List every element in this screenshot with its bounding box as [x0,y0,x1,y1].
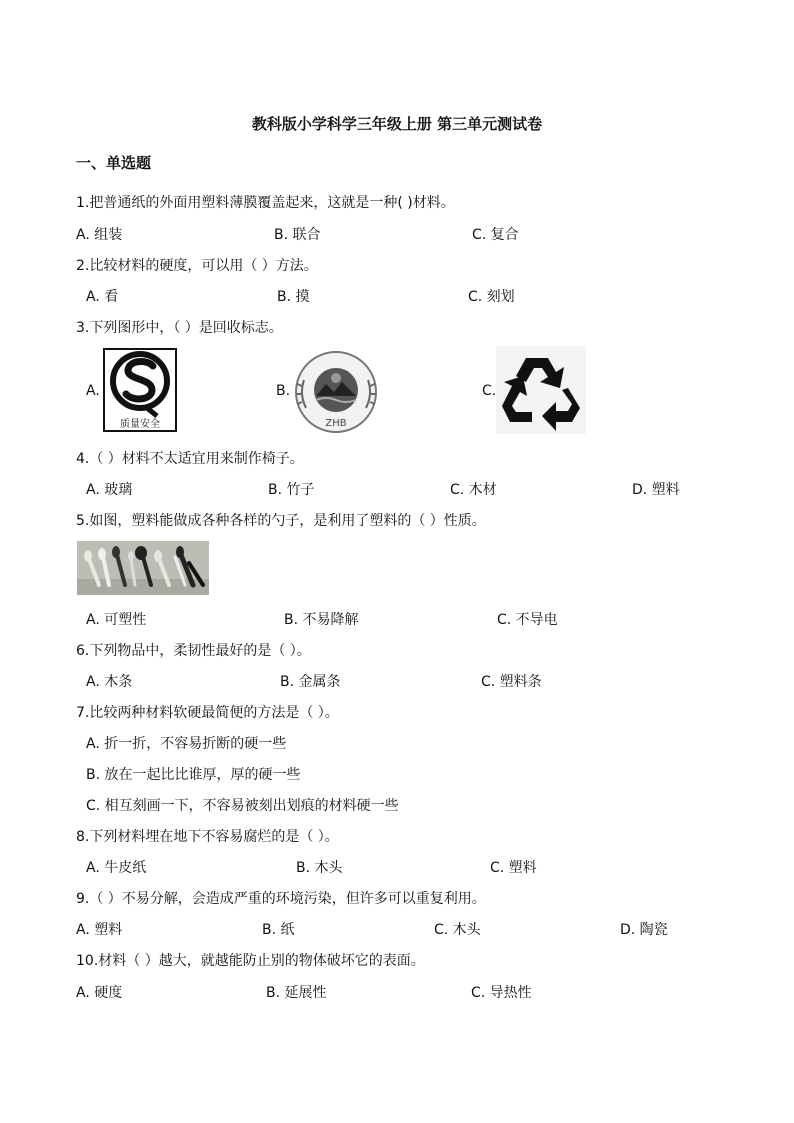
svg-text:质量安全: 质量安全 [120,419,160,430]
question-4: 4.（ ）材料不太适宜用来制作椅子。 [76,451,304,467]
q4-option-b[interactable]: B. 竹子 [268,482,315,498]
q7-option-c[interactable]: C. 相互刻画一下，不容易被刻出划痕的材料硬一些 [86,798,399,814]
question-10: 10.材料（ ）越大，就越能防止别的物体破坏它的表面。 [76,953,425,969]
q7-option-b[interactable]: B. 放在一起比比谁厚，厚的硬一些 [86,767,301,783]
q3-option-a-label[interactable]: A. [86,383,100,399]
q8-option-b[interactable]: B. 木头 [296,860,343,876]
q3-option-c-label[interactable]: C. [482,383,497,399]
q9-option-a[interactable]: A. 塑料 [76,922,123,938]
q1-option-a[interactable]: A. 组装 [76,227,123,243]
question-5: 5.如图，塑料能做成各种各样的勺子，是利用了塑料的（ ）性质。 [76,513,486,529]
q2-option-c[interactable]: C. 刻划 [468,289,515,305]
q10-option-c[interactable]: C. 导热性 [471,985,532,1001]
question-8: 8.下列材料埋在地下不容易腐烂的是（ ）。 [76,829,339,845]
q4-option-d[interactable]: D. 塑料 [632,482,680,498]
q8-option-c[interactable]: C. 塑料 [490,860,537,876]
section-heading: 一、单选题 [76,154,152,172]
q9-option-d[interactable]: D. 陶瓷 [620,922,668,938]
q5-option-a[interactable]: A. 可塑性 [86,612,147,628]
q4-option-c[interactable]: C. 木材 [450,482,497,498]
question-2: 2.比较材料的硬度，可以用（ ）方法。 [76,258,318,274]
q10-option-b[interactable]: B. 延展性 [266,985,327,1001]
svg-text:ZHB: ZHB [325,418,347,429]
question-3: 3.下列图形中，（ ）是回收标志。 [76,320,283,336]
q7-option-a[interactable]: A. 折一折，不容易折断的硬一些 [86,736,287,752]
quality-safety-logo [103,348,177,432]
page-title: 教科版小学科学三年级上册 第三单元测试卷 [251,115,543,133]
q4-option-a[interactable]: A. 玻璃 [86,482,133,498]
q3-option-b-label[interactable]: B. [276,383,291,399]
q6-option-b[interactable]: B. 金属条 [280,674,341,690]
question-6: 6.下列物品中，柔韧性最好的是（ ）。 [76,643,311,659]
q6-option-a[interactable]: A. 木条 [86,674,133,690]
environmental-label-logo [290,350,382,434]
q9-option-c[interactable]: C. 木头 [434,922,481,938]
q6-option-c[interactable]: C. 塑料条 [481,674,542,690]
question-9: 9.（ ）不易分解，会造成严重的环境污染，但许多可以重复利用。 [76,891,486,907]
q1-option-c[interactable]: C. 复合 [472,227,519,243]
plastic-spoons-photo [77,541,209,595]
q1-option-b[interactable]: B. 联合 [274,227,321,243]
q2-option-a[interactable]: A. 看 [86,289,119,305]
recycle-icon [496,346,586,434]
question-7: 7.比较两种材料软硬最简便的方法是（ ）。 [76,705,339,721]
q5-option-c[interactable]: C. 不导电 [497,612,558,628]
q9-option-b[interactable]: B. 纸 [262,922,295,938]
q5-option-b[interactable]: B. 不易降解 [284,612,359,628]
question-1: 1.把普通纸的外面用塑料薄膜覆盖起来，这就是一种( )材料。 [76,195,455,211]
q2-option-b[interactable]: B. 摸 [277,289,310,305]
q8-option-a[interactable]: A. 牛皮纸 [86,860,147,876]
q10-option-a[interactable]: A. 硬度 [76,985,123,1001]
